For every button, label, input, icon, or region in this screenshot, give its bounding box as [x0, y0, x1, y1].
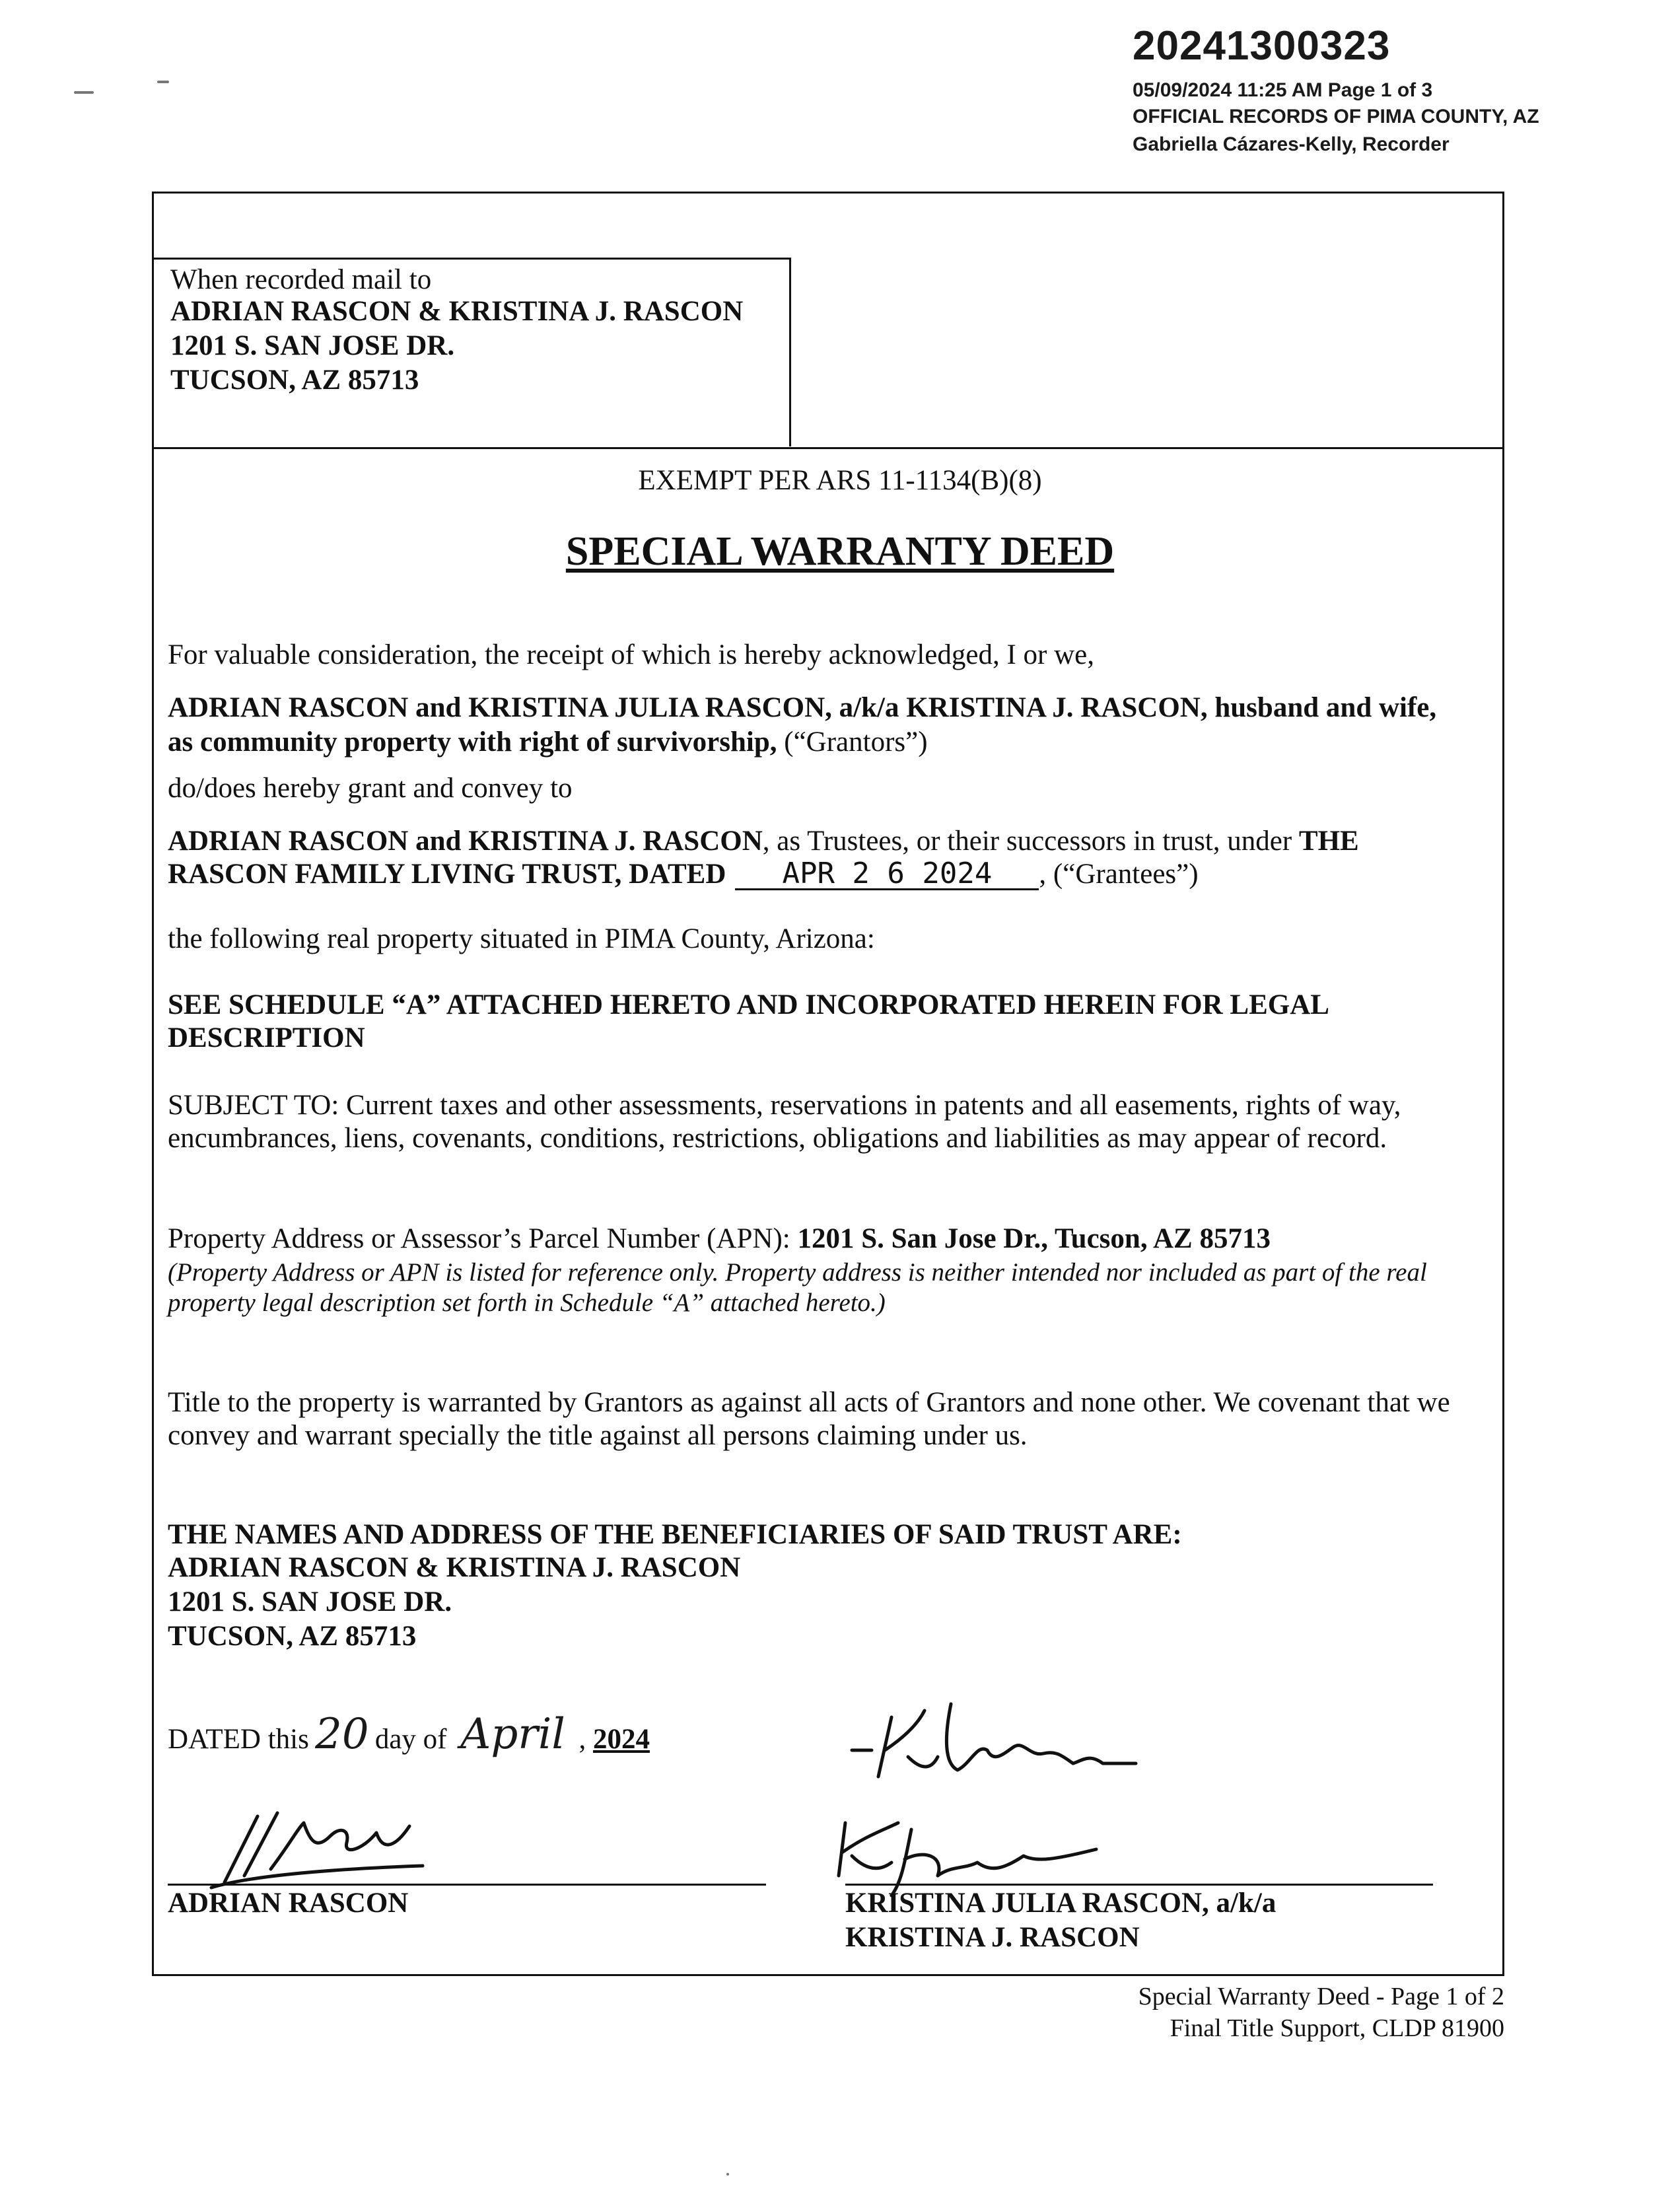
footer-page-info: Special Warranty Deed - Page 1 of 2: [1138, 1983, 1504, 2010]
signer-left-name: ADRIAN RASCON: [168, 1888, 409, 1919]
property-address-label: Property Address or Assessor’s Parcel Number (APN):: [168, 1223, 798, 1254]
dated-line: DATED this 20 day of April , 2024: [168, 1710, 650, 1759]
recorder-name: Gabriella Cázares-Kelly, Recorder: [1133, 133, 1450, 155]
right-signature-line: [845, 1884, 1433, 1886]
grantors-designation: (“Grantors”): [777, 727, 928, 758]
property-situated-text: the following real property situated in PIMA County, Arizona:: [168, 923, 875, 954]
adrian-signature: [198, 1803, 436, 1896]
dated-day: 20: [315, 1710, 369, 1759]
beneficiaries-heading: THE NAMES AND ADDRESS OF THE BENEFICIARIES OF SAID TRUST ARE:: [168, 1519, 1182, 1550]
left-signature-line: [168, 1884, 766, 1886]
beneficiaries-names: ADRIAN RASCON & KRISTINA J. RASCON: [168, 1552, 741, 1583]
dated-year: 2024: [592, 1724, 650, 1755]
beneficiaries-street: 1201 S. SAN JOSE DR.: [168, 1586, 452, 1617]
recording-number: 20241300323: [1133, 23, 1391, 69]
dated-middle: day of: [374, 1724, 447, 1755]
trust-name: RASCON FAMILY LIVING TRUST, DATED: [168, 859, 726, 890]
beneficiaries-city: TUCSON, AZ 85713: [168, 1621, 417, 1652]
dated-prefix: DATED this: [168, 1724, 309, 1755]
scan-mark: [157, 81, 169, 83]
warranty-line1: Title to the property is warranted by Grantors as against all acts of Grantors and none other. We covenant that we: [168, 1387, 1450, 1418]
subject-to-line2: encumbrances, liens, covenants, conditions, restrictions, obligations and liabilities as may appear of record.: [168, 1123, 1387, 1154]
exemption-line: EXEMPT PER ARS 11-1134(B)(8): [638, 465, 1042, 496]
property-address: [168, 1222, 1271, 1256]
subject-to-line1: SUBJECT TO: Current taxes and other assessments, reservations in patents and all easements, rights of way,: [168, 1090, 1401, 1121]
signer-right-name-line1: KRISTINA JULIA RASCON, a/k/a: [845, 1888, 1277, 1919]
document-frame: [152, 192, 1504, 1976]
scan-mark: [74, 91, 94, 94]
recording-office: OFFICIAL RECORDS OF PIMA COUNTY, AZ: [1133, 106, 1539, 127]
property-address-note2: property legal description set forth in Schedule “A” attached hereto.): [168, 1289, 886, 1317]
deed-title: SPECIAL WARRANTY DEED: [565, 529, 1115, 574]
property-address-note1: (Property Address or APN is listed for reference only. Property address is neither intended nor included as part of the real: [168, 1258, 1427, 1287]
grantees-designation: , (“Grantees”): [1039, 859, 1199, 890]
grant-phrase: do/does hereby grant and convey to: [168, 773, 573, 804]
scan-mark: [726, 2173, 729, 2176]
footer-company: Final Title Support, CLDP 81900: [1170, 2014, 1504, 2042]
mail-to-label: When recorded mail to: [170, 264, 432, 295]
mail-to-names: ADRIAN RASCON & KRISTINA J. RASCON: [170, 296, 744, 327]
warranty-line2: convey and warrant specially the title against all persons claiming under us.: [168, 1420, 1028, 1451]
dated-month: April: [460, 1710, 565, 1759]
trust-date-stamp: APR 2 6 2024: [735, 859, 1039, 890]
recording-date-line: 05/09/2024 11:25 AM Page 1 of 3: [1133, 79, 1433, 101]
signer-right-name-line2: KRISTINA J. RASCON: [845, 1922, 1140, 1953]
schedule-line2: DESCRIPTION: [168, 1022, 365, 1053]
mail-to-street: 1201 S. SAN JOSE DR.: [170, 330, 455, 361]
property-address-value: 1201 S. San Jose Dr., Tucson, AZ 85713: [797, 1223, 1271, 1254]
grantors-line1: ADRIAN RASCON and KRISTINA JULIA RASCON, a/k/a KRISTINA J. RASCON, husband and wife,: [168, 692, 1437, 723]
grantees-the: THE: [1298, 826, 1359, 857]
grantees-names: ADRIAN RASCON and KRISTINA J. RASCON: [168, 826, 763, 857]
kristina-signature-1: [845, 1691, 1149, 1796]
grantors-capacity: as community property with right of survivorship,: [168, 727, 777, 758]
mail-to-city: TUCSON, AZ 85713: [170, 365, 419, 396]
grantees-capacity: , as Trustees, or their successors in trust, under: [762, 826, 1299, 857]
schedule-line1: SEE SCHEDULE “A” ATTACHED HERETO AND INCORPORATED HEREIN FOR LEGAL: [168, 989, 1329, 1020]
grantees-line1: [168, 824, 1359, 859]
grantees-line2: [168, 857, 1199, 892]
header-rule: [153, 447, 1503, 449]
consideration-text: For valuable consideration, the receipt of which is hereby acknowledged, I or we,: [168, 639, 1094, 670]
grantors-line2: [168, 725, 928, 760]
